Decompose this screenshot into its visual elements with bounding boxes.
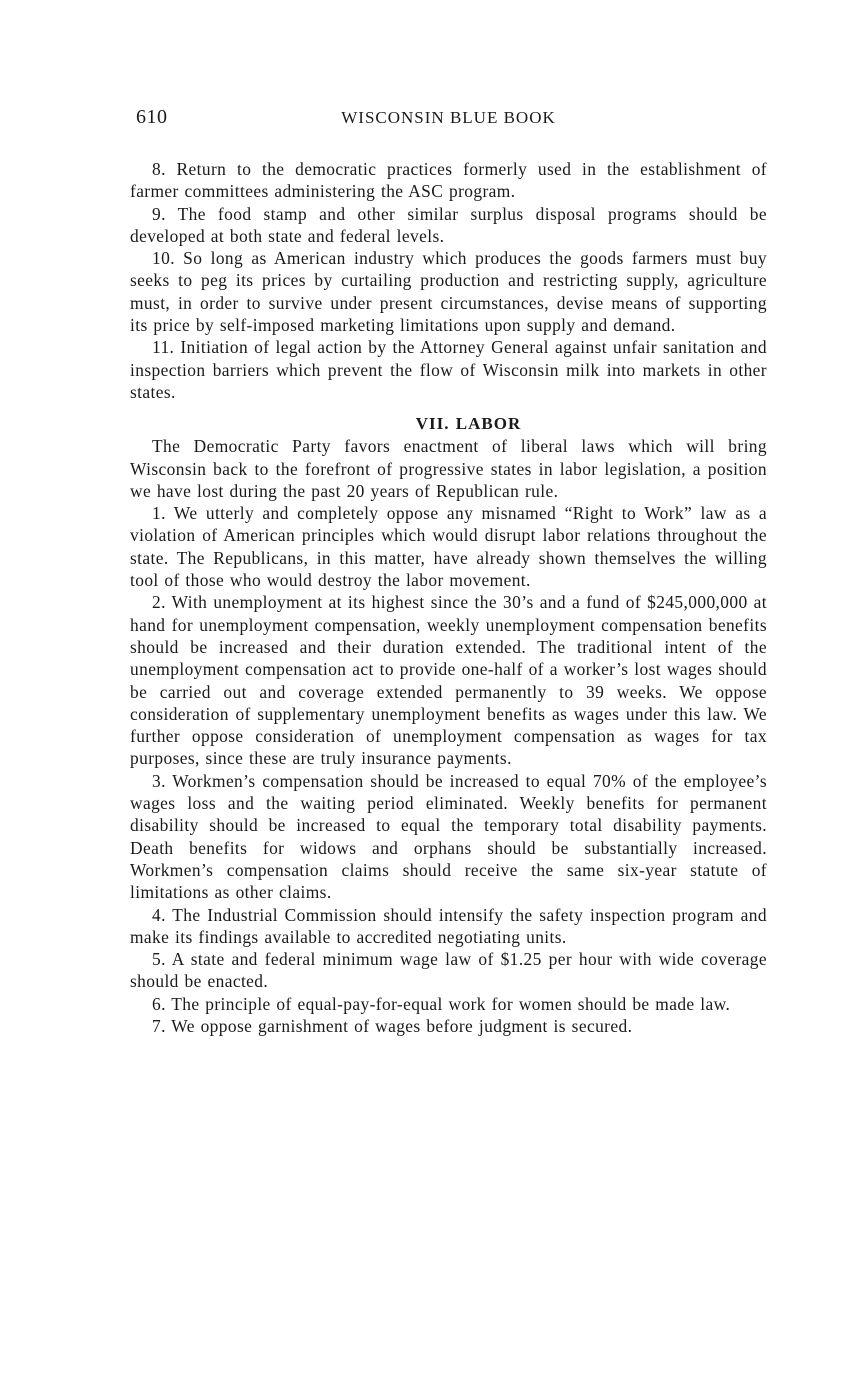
page-body: [130, 158, 767, 1037]
section-heading-labor: VII. LABOR: [415, 414, 522, 434]
page-number: 610: [136, 106, 168, 128]
document-page: [130, 104, 767, 1037]
running-title: WISCONSIN BLUE BOOK: [341, 108, 556, 127]
labor-item-6: 6. The principle of equal-pay-for-equal work for women should be made law.: [152, 993, 731, 1014]
agriculture-item-10: 10. So long as American industry which produces the goods farmers must buy seeks to peg its prices by curtailing production and restricting supply, agriculture must, in order to survive under present circumstances, devise means of supporting its price by self-imposed marketing limitations upon supply and demand.: [130, 248, 767, 336]
labor-intro: The Democratic Party favors enactment of liberal laws which will bring Wisconsin back to the forefront of progressive states in labor legislation, a position we have lost during the past 20 years of Republican rule.: [130, 436, 767, 501]
labor-item-7: 7. We oppose garnishment of wages before judgment is secured.: [152, 1015, 633, 1036]
labor-item-3: 3. Workmen’s compensation should be increased to equal 70% of the employee’s wages loss and the waiting period eliminated. Weekly benefits for permanent disability should be increased to equal the temporary total disability payments. Death benefits for widows and orphans should be substantially increased. Workmen’s compensation claims should receive the same six-year statute of limitations as other claims.: [130, 770, 767, 903]
agriculture-item-9: 9. The food stamp and other similar surplus disposal programs should be developed at both state and federal levels.: [130, 203, 767, 246]
agriculture-item-8: 8. Return to the democratic practices formerly used in the establishment of farmer committees administering the ASC program.: [130, 159, 767, 202]
labor-item-5: 5. A state and federal minimum wage law of $1.25 per hour with wide coverage should be enacted.: [130, 949, 767, 992]
page-header: [130, 104, 767, 132]
labor-item-1: 1. We utterly and completely oppose any misnamed “Right to Work” law as a violation of American principles which would disrupt labor relations throughout the state. The Republicans, in this matter, have already shown themselves the willing tool of those who would destroy the labor movement.: [130, 503, 767, 591]
labor-item-4: 4. The Industrial Commission should intensify the safety inspection program and make its findings available to accredited negotiating units.: [130, 904, 767, 947]
agriculture-item-11: 11. Initiation of legal action by the Attorney General against unfair sanitation and inspection barriers which prevent the flow of Wisconsin milk into markets in other states.: [130, 337, 767, 402]
labor-item-2: 2. With unemployment at its highest since the 30’s and a fund of $245,000,000 at hand for unemployment compensation, weekly unemployment compensation benefits should be increased and their duration extended. The traditional intent of the unemployment compensation act to provide one-half of a worker’s lost wages should be carried out and coverage extended permanently to 39 weeks. We oppose consideration of supplementary unemployment benefits as wages under this law. We further oppose consideration of unemployment compensation as wages for tax purposes, since these are truly insurance payments.: [130, 592, 767, 769]
